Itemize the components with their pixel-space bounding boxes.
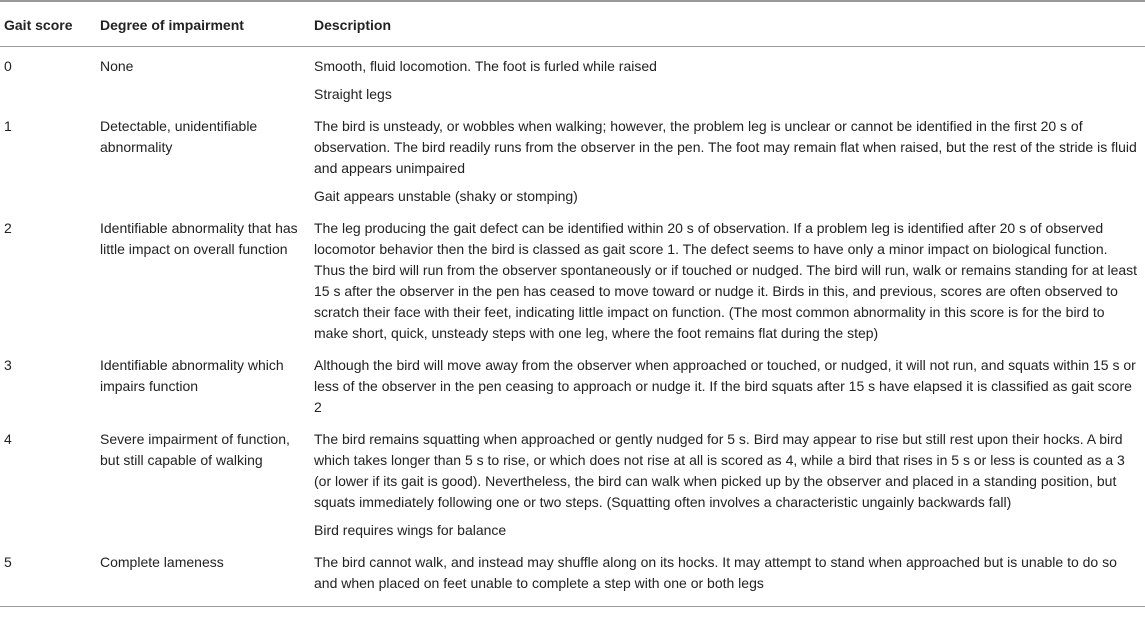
description-cell <box>308 348 1145 422</box>
table-row <box>0 545 1145 607</box>
description-cell <box>308 422 1145 545</box>
degree-cell <box>96 348 308 422</box>
description-paragraph: The bird remains squatting when approached or gently nudged for 5 s. Bird may appear to rise but still rest upon their hocks. A bird which takes longer than 5 s to rise, or which does not rise at all is scored as 4, while a bird that rises in 5 s or less is counted as a 3 (or lower if its gait is good). Nevertheless, the bird can walk when picked up by the observer and placed in a standing position, but squats immediately following one or two steps. (Squatting often involves a characteristic ungainly backwards fall) <box>314 431 1125 510</box>
description-cell <box>308 545 1145 607</box>
gait-score-value: 2 <box>4 220 12 236</box>
degree-of-impairment-text: Detectable, unidentifiable abnormality <box>100 118 258 155</box>
description-paragraph: Although the bird will move away from the observer when approached or touched, or nudged, it will not run, and squats within 15 s or less of the observer in the pen ceasing to approach or nudge it. If the bird squats after 15 s have elapsed it is classified as gait score 2 <box>314 357 1136 415</box>
gait-score-cell <box>0 109 96 211</box>
description-paragraph: The bird cannot walk, and instead may shuffle along on its hocks. It may attempt to stand when approached but is unable to do so and when placed on feet unable to complete a step with one or both legs <box>314 554 1117 591</box>
description-paragraph: Smooth, fluid locomotion. The foot is furled while raised <box>314 58 657 74</box>
table-row <box>0 211 1145 348</box>
table-row <box>0 47 1145 110</box>
description-cell <box>308 109 1145 211</box>
description-paragraph: The bird is unsteady, or wobbles when walking; however, the problem leg is unclear or cannot be identified in the first 20 s of observation. The bird readily runs from the observer in the pen. The foot may remain flat when raised, but the rest of the stride is fluid and appears unimpaired <box>314 118 1137 176</box>
gait-score-cell <box>0 211 96 348</box>
gait-score-cell <box>0 47 96 110</box>
description-cell <box>308 211 1145 348</box>
table-header <box>0 1 1145 47</box>
header-gait-score: Gait score <box>0 1 96 47</box>
degree-of-impairment-text: Identifiable abnormality that has little impact on overall function <box>100 220 298 257</box>
degree-of-impairment-text: Complete lameness <box>100 554 224 570</box>
header-description: Description <box>308 1 1145 47</box>
degree-of-impairment-text: None <box>100 58 134 74</box>
gait-score-value: 3 <box>4 357 12 373</box>
table-row <box>0 422 1145 545</box>
header-degree-of-impairment: Degree of impairment <box>96 1 308 47</box>
gait-score-value: 1 <box>4 118 12 134</box>
gait-score-value: 0 <box>4 58 12 74</box>
header-row <box>0 1 1145 47</box>
degree-cell <box>96 109 308 211</box>
description-paragraph: Bird requires wings for balance <box>314 522 507 538</box>
degree-of-impairment-text: Identifiable abnormality which impairs function <box>100 357 284 394</box>
gait-score-value: 5 <box>4 554 12 570</box>
gait-score-cell <box>0 422 96 545</box>
degree-cell <box>96 422 308 545</box>
gait-score-value: 4 <box>4 431 12 447</box>
degree-cell <box>96 545 308 607</box>
table-row <box>0 348 1145 422</box>
description-paragraph: Straight legs <box>314 86 392 102</box>
description-paragraph: Gait appears unstable (shaky or stomping) <box>314 188 578 204</box>
table-body <box>0 47 1145 607</box>
gait-score-cell <box>0 545 96 607</box>
degree-cell <box>96 211 308 348</box>
degree-cell <box>96 47 308 110</box>
description-cell <box>308 47 1145 110</box>
row-spacer <box>314 594 1141 606</box>
description-paragraph: The leg producing the gait defect can be identified within 20 s of observation. If a problem leg is identified after 20 s of observed locomotor behavior then the bird is classed as gait score 1. The defect seems to have only a minor impact on biological function. Thus the bird will run from the observer spontaneously or if touched or nudged. The bird will run, walk or remains standing for at least 15 s after the observer in the pen has ceased to move toward or nudge it. Birds in this, and previous, scores are often observed to scratch their face with their feet, indicating little impact on function. (The most common abnormality in this score is for the bird to make short, quick, unsteady steps with one leg, where the foot remains flat during the step) <box>314 220 1138 341</box>
table-row <box>0 109 1145 211</box>
degree-of-impairment-text: Severe impairment of function, but still capable of walking <box>100 431 290 468</box>
gait-score-cell <box>0 348 96 422</box>
